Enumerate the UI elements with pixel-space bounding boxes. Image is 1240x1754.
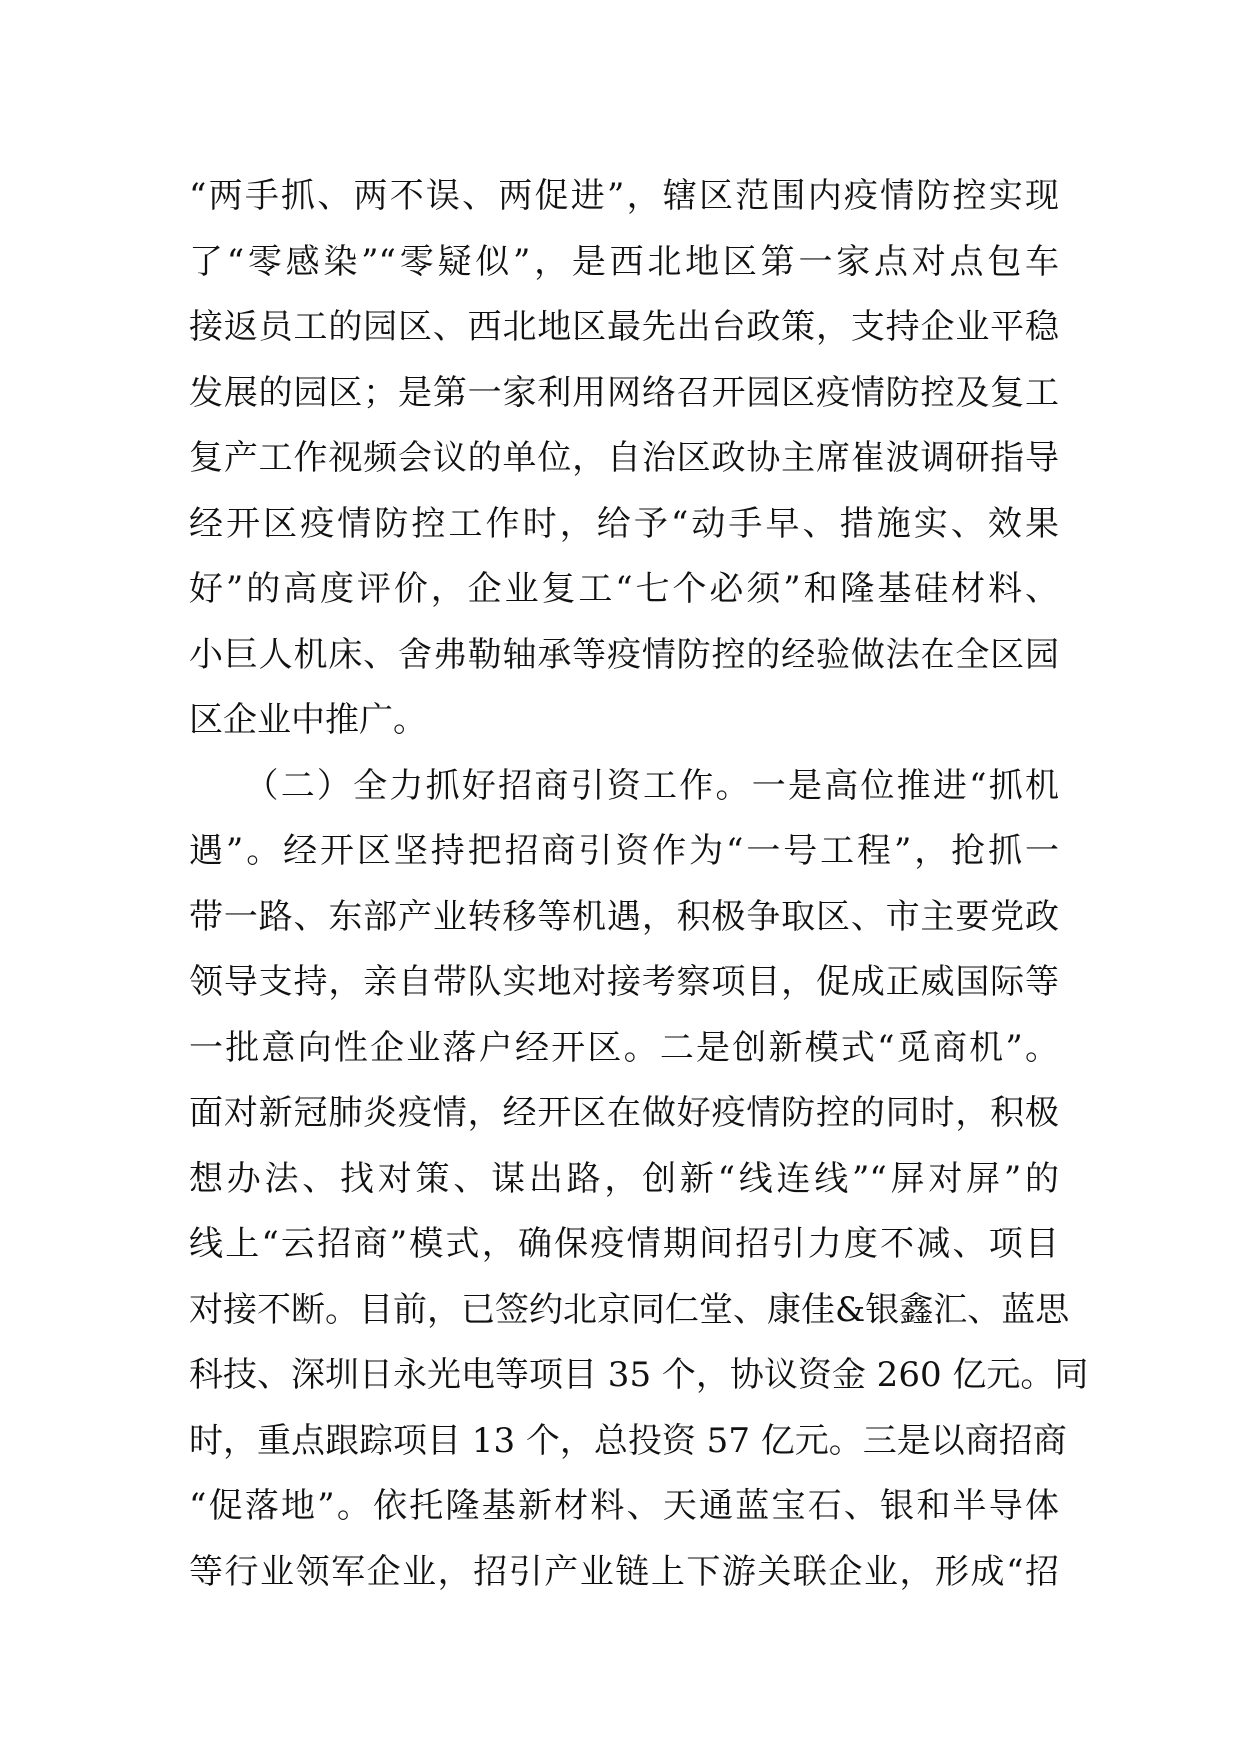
text-line: 想办法、找对策、谋出路，创新“线连线”“屏对屏”的: [189, 1158, 1059, 1199]
text-line: 发展的园区；是第一家利用网络召开园区疫情防控及复工: [189, 372, 1059, 413]
text-line: 领导支持，亲自带队实地对接考察项目，促成正威国际等: [189, 962, 1059, 1002]
text-line: 了“零感染”“零疑似”，是西北地区第一家点对点包车: [189, 241, 1059, 282]
text-line: 接返员工的园区、西北地区最先出台政策，支持企业平稳: [189, 307, 1059, 347]
text-line: 小巨人机床、舍弗勒轴承等疫情防控的经验做法在全区园: [189, 634, 1059, 675]
text-line: 带一路、东部产业转移等机遇，积极争取区、市主要党政: [189, 896, 1059, 937]
body-text: [189, 164, 1089, 1605]
text-line: 经开区疫情防控工作时，给予“动手早、措施实、效果: [189, 503, 1059, 544]
text-line: 面对新冠肺炎疫情，经开区在做好疫情防控的同时，积极: [189, 1093, 1059, 1133]
text-line: “两手抓、两不误、两促进”，辖区范围内疫情防控实现: [189, 176, 1059, 216]
section-heading-line: （二）全力抓好招商引资工作。一是高位推进“抓机: [189, 765, 1059, 806]
text-line: 时，重点跟踪项目 13 个，总投资 57 亿元。三是以商招商: [189, 1420, 1067, 1461]
text-line: 复产工作视频会议的单位，自治区政协主席崔波调研指导: [189, 438, 1059, 478]
paragraph-last-line: 区企业中推广。: [189, 700, 427, 740]
text-line: “促落地”。依托隆基新材料、天通蓝宝石、银和半导体: [189, 1486, 1059, 1526]
text-line: 一批意向性企业落户经开区。二是创新模式“觅商机”。: [189, 1027, 1059, 1068]
text-line: 遇”。经开区坚持把招商引资作为“一号工程”，抢抓一: [189, 831, 1059, 871]
text-line: 对接不断。目前，已签约北京同仁堂、康佳&银鑫汇、蓝思: [189, 1289, 1070, 1330]
text-line: 线上“云招商”模式，确保疫情期间招引力度不减、项目: [189, 1224, 1059, 1264]
text-line: 好”的高度评价，企业复工“七个必须”和隆基硅材料、: [189, 569, 1059, 609]
text-line: 科技、深圳日永光电等项目 35 个，协议资金 260 亿元。同: [189, 1355, 1089, 1395]
text-line: 等行业领军企业，招引产业链上下游关联企业，形成“招: [189, 1551, 1059, 1592]
